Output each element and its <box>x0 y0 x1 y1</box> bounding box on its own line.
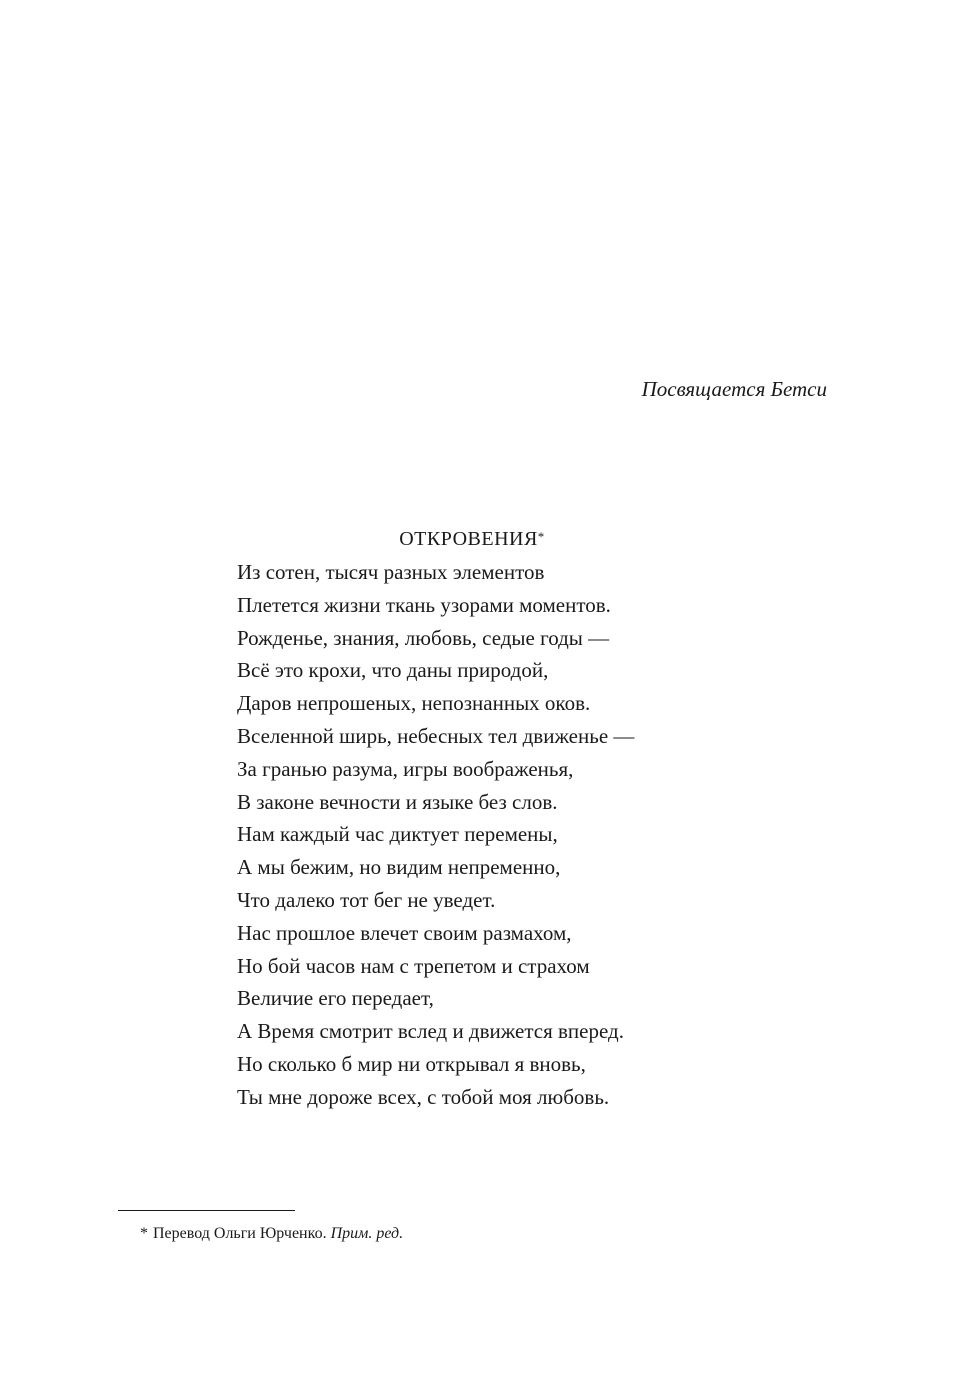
poem-line: В законе вечности и языке без слов. <box>237 789 558 814</box>
poem-line: Нас прошлое влечет своим размахом, <box>237 920 572 945</box>
poem-line: Ты мне дороже всех, с тобой моя любовь. <box>237 1084 610 1109</box>
poem-line: А Время смотрит вслед и движется вперед. <box>237 1019 624 1044</box>
footnote <box>140 1223 403 1245</box>
poem-line: За гранью разума, игры воображенья, <box>237 756 574 781</box>
poem-line: А мы бежим, но видим непременно, <box>237 855 561 880</box>
poem-line: Плетется жизни ткань узорами моментов. <box>237 592 611 617</box>
dedication: Посвящается Бетси <box>641 377 827 401</box>
poem-line: Величие его передает, <box>237 986 434 1011</box>
footnote-marker: * <box>140 1225 148 1242</box>
footnote-divider <box>118 1210 295 1211</box>
poem-body <box>237 556 634 1114</box>
poem-title-text: ОТКРОВЕНИЯ <box>399 528 538 550</box>
poem-title <box>0 524 944 554</box>
editor-note: Прим. ред. <box>330 1225 404 1242</box>
poem-line: Нам каждый час диктует перемены, <box>237 822 558 847</box>
poem-line: Но бой часов нам с трепетом и страхом <box>237 953 590 978</box>
poem-line: Что далеко тот бег не уведет. <box>237 887 496 912</box>
poem-line: Вселенной ширь, небесных тел движенье — <box>237 723 635 748</box>
poem-line: Из сотен, тысяч разных элементов <box>237 560 545 584</box>
poem-line: Но сколько б мир ни открывал я вновь, <box>237 1051 586 1076</box>
footnote-text: Перевод Ольги Юрченко. <box>153 1225 327 1242</box>
poem-line: Рожденье, знания, любовь, седые годы — <box>237 625 610 650</box>
poem-line: Всё это крохи, что даны природой, <box>237 658 549 683</box>
poem-line: Даров непрошеных, непознанных оков. <box>237 691 591 716</box>
footnote-marker: * <box>537 529 545 544</box>
